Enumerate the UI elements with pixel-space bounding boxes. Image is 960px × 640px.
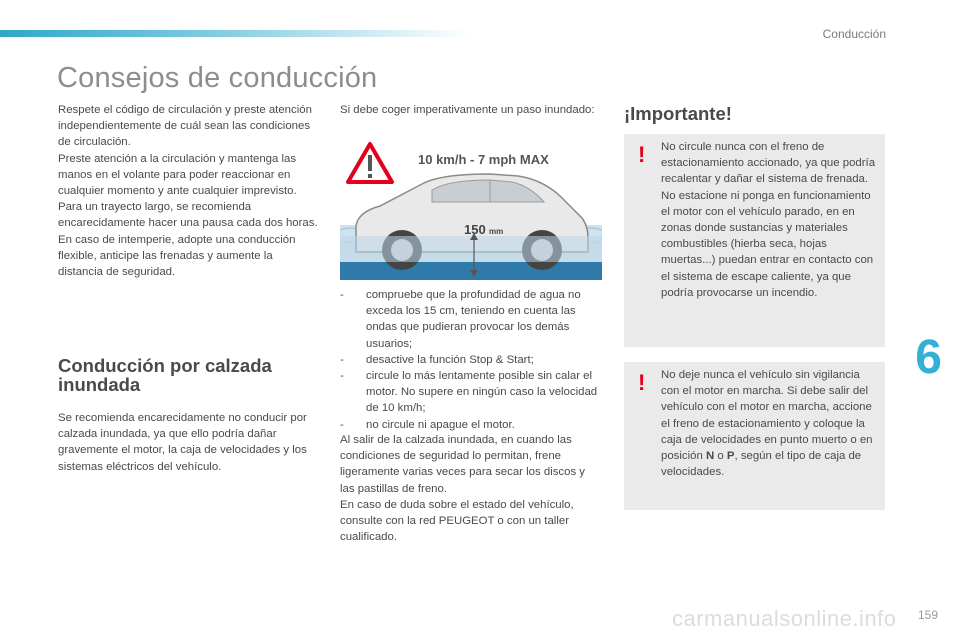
flooded-road-illustration — [340, 140, 602, 282]
intro-text — [58, 102, 320, 280]
warning-box — [624, 362, 885, 510]
important-heading: ¡Importante! — [624, 103, 732, 124]
list-item — [340, 287, 602, 352]
intro-paragraph: Respete el código de circulación y preste atención independientemente de cuál sean las condiciones de circulación. — [58, 104, 312, 149]
warning-paragraph: No circule nunca con el freno de estacionamiento accionado, ya que podría recalentar y dañar el sistema de frenada. — [661, 141, 876, 186]
page-number: 159 — [917, 608, 938, 622]
warning-text-part: No deje nunca el vehículo sin vigilancia con el motor en marcha. Si debe salir del vehículo con el motor en marcha, accione el freno de estacionamiento y coloque la caja de velocidades en punto muerto o en posición — [661, 369, 873, 463]
chapter-number: 6 — [915, 331, 942, 384]
warning-text — [661, 367, 879, 480]
list-item-text: desactive la función Stop & Start; — [366, 353, 534, 366]
list-item-text: no circule ni apague el motor. — [366, 418, 515, 431]
warning-text-part: o — [714, 450, 727, 463]
page-title: Consejos de conducción — [57, 62, 378, 94]
list-item-text: circule lo más lentamente posible sin calar el motor. No supere en ningún caso la velocidad de 10 km/h; — [366, 370, 598, 415]
list-item-text: compruebe que la profundidad de agua no exceda los 15 cm, teniendo en cuenta las ondas que pudieran provocar los demás usuarios; — [366, 289, 581, 350]
warning-paragraph: No estacione ni ponga en funcionamiento el motor con el vehículo parado, en en zonas donde sustancias y materiales combustibles (hierba seca, hojas muertas...) puedan entrar en contacto con el sistema de escape caliente, ya que podría provocarse un incendio. — [661, 189, 874, 299]
intro-paragraph: En caso de intemperie, adopte una conducción flexible, anticipe las frenadas y aumente la distancia de seguridad. — [58, 233, 296, 279]
header-accent-bar — [0, 30, 470, 37]
list-dash: - — [340, 353, 344, 366]
depth-unit: mm — [489, 227, 504, 236]
after-paragraph: En caso de duda sobre el estado del vehículo, consulte con la red PEUGEOT o con un taller cualificado. — [340, 498, 574, 544]
watermark: carmanualsonline.info — [672, 606, 897, 631]
intro-paragraph: Para un trayecto largo, se recomienda encarecidamente hacer una pausa cada dos horas. — [58, 201, 318, 230]
list-dash: - — [340, 370, 344, 383]
list-dash: - — [340, 418, 344, 431]
flood-lead-text: Si debe coger imperativamente un paso inundado: — [340, 104, 595, 116]
gear-n-label: N — [705, 450, 715, 463]
list-item — [340, 417, 602, 433]
warning-box — [624, 134, 885, 347]
flood-after-text — [340, 432, 602, 545]
flood-intro — [58, 410, 320, 475]
list-item — [340, 352, 602, 368]
list-dash: - — [340, 289, 344, 301]
intro-paragraph: Preste atención a la circulación y mantenga las manos en el volante para poder reaccionar en cualquier momento y ante cualquier imprevisto. — [58, 152, 297, 198]
speed-limit-label: 10 km/h - 7 mph MAX — [418, 152, 549, 167]
after-paragraph: Al salir de la calzada inundada, en cuando las condiciones de seguridad lo permitan, frene ligeramente varias veces para secar los discos y las pastillas de freno. — [340, 434, 586, 495]
depth-value: 150 — [464, 222, 486, 237]
flood-heading: Conducción por calzada inundada — [58, 355, 272, 395]
list-item — [340, 368, 602, 417]
exclamation-icon: ! — [638, 142, 646, 167]
flood-lead — [340, 102, 602, 118]
warning-text-part: , según el tipo de caja de velocidades. — [661, 450, 862, 479]
flood-checklist — [340, 287, 602, 433]
flood-paragraph: Se recomienda encarecidamente no conducir por calzada inundada, ya que ello podría dañar gravemente el motor, la caja de velocidades y los sistemas eléctricos del vehículo. — [58, 412, 307, 473]
exclamation-icon: ! — [638, 370, 646, 395]
warning-text — [661, 139, 879, 301]
section-name: Conducción — [822, 27, 886, 41]
gear-p-label: P — [726, 450, 735, 463]
